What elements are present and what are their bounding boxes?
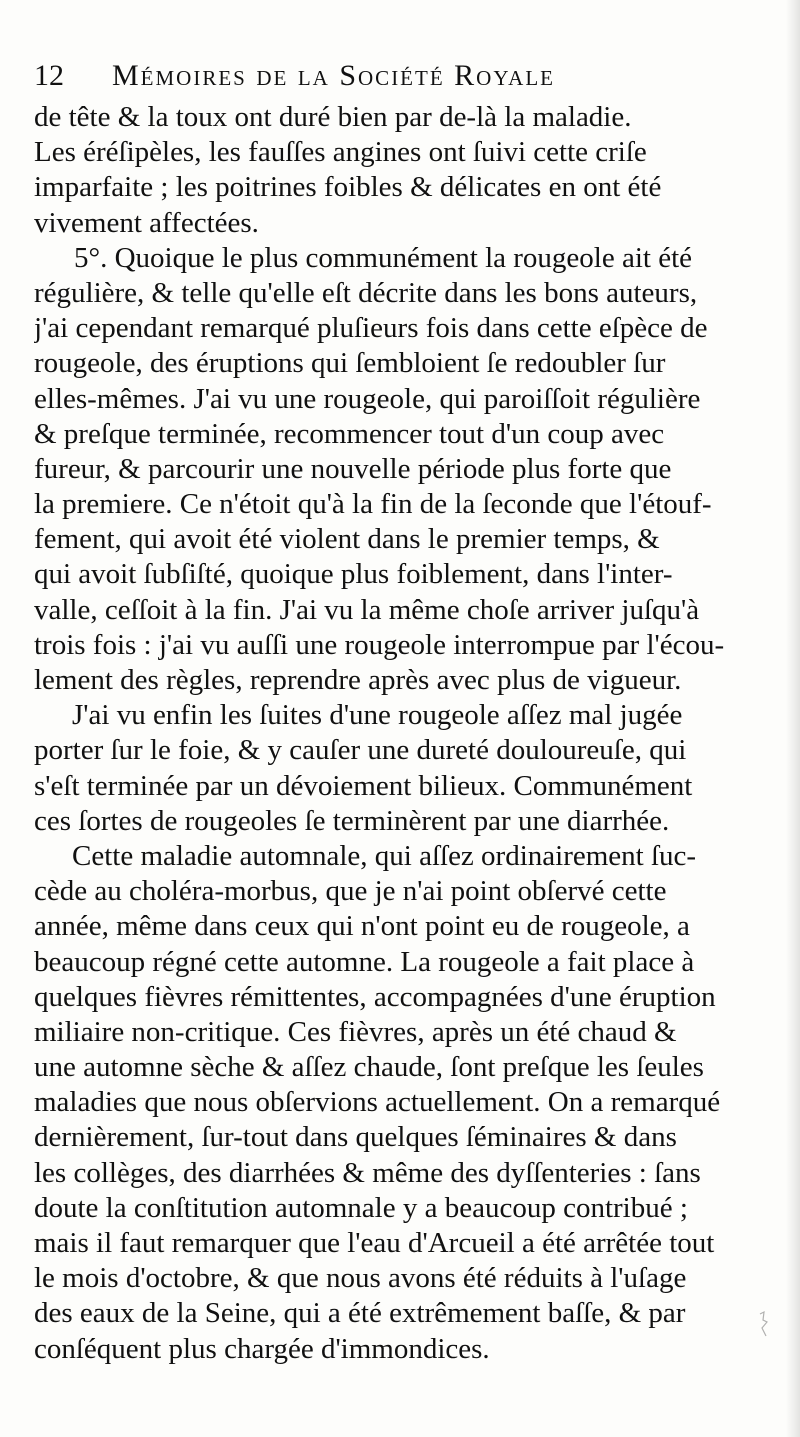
- text-line: miliaire non-critique. Ces fièvres, après un été chaud &: [34, 1015, 677, 1048]
- text-line: porter ſur le foie, & y cauſer une dureté douloureuſe, qui: [34, 734, 687, 767]
- text-line: des eaux de la Seine, qui a été extrêmement baſſe, & par: [34, 1297, 686, 1330]
- text-line: j'ai cependant remarqué pluſieurs fois dans cette eſpèce de: [34, 312, 708, 345]
- text-line: trois fois : j'ai vu auſſi une rougeole interrompue par l'écou-: [34, 628, 725, 661]
- text-line: lement des règles, reprendre après avec plus de vigueur.: [34, 664, 682, 696]
- text-line: fureur, & parcourir une nouvelle période plus forte que: [34, 452, 672, 485]
- text-line: 5°. Quoique le plus communément la rougeole ait été: [74, 241, 693, 274]
- text-line: qui avoit ſubſiſté, quoique plus foiblement, dans l'inter-: [34, 558, 673, 591]
- text-line: le mois d'octobre, & que nous avons été réduits à l'uſage: [34, 1262, 687, 1295]
- text-line: elles-mêmes. J'ai vu une rougeole, qui paroiſſoit régulière: [34, 382, 701, 415]
- text-line: année, même dans ceux qui n'ont point eu de rougeole, a: [34, 910, 690, 943]
- text-line: quelques fièvres rémittentes, accompagnées d'une éruption: [34, 980, 716, 1013]
- text-line: de tête & la toux ont duré bien par de-là la maladie.: [34, 101, 632, 133]
- running-head-title: Mémoires de la Société Royale: [112, 59, 556, 92]
- text-line: s'eſt terminée par un dévoiement bilieux. Communément: [34, 769, 693, 802]
- text-line: rougeole, des éruptions qui ſembloient ſe redoubler ſur: [34, 347, 666, 380]
- text-line: mais il faut remarquer que l'eau d'Arcueil a été arrêtée tout: [34, 1227, 715, 1259]
- text-line: fement, qui avoit été violent dans le premier temps, &: [34, 523, 660, 556]
- text-line: régulière, & telle qu'elle eſt décrite dans les bons auteurs,: [34, 276, 698, 309]
- text-line: maladies que nous obſervions actuellement. On a remarqué: [34, 1086, 721, 1119]
- text-line: une automne sèche & aſſez chaude, ſont preſque les ſeules: [34, 1051, 704, 1084]
- text-line: doute la conſtitution automnale y a beaucoup contribué ;: [34, 1191, 688, 1224]
- text-line: Cette maladie automnale, qui aſſez ordinairement ſuc-: [72, 839, 697, 872]
- text-line: J'ai vu enfin les ſuites d'une rougeole aſſez mal jugée: [72, 699, 683, 732]
- text-line: vivement affectées.: [34, 206, 259, 239]
- text-line: beaucoup régné cette automne. La rougeole a fait place à: [34, 945, 695, 978]
- paper-speck-mark: [758, 1310, 770, 1340]
- text-line: valle, ceſſoit à la fin. J'ai vu la même choſe arriver juſqu'à: [34, 593, 700, 626]
- running-head: [34, 56, 764, 96]
- text-line: Les éréſipèles, les fauſſes angines ont ſuivi cette criſe: [34, 136, 647, 169]
- text-line: les collèges, des diarrhées & même des dyſſenteries : ſans: [34, 1156, 701, 1189]
- page-gutter-shadow: [786, 0, 800, 1437]
- text-line: imparfaite ; les poitrines foibles & délicates en ont été: [34, 171, 662, 204]
- text-line: & preſque terminée, recommencer tout d'un coup avec: [34, 417, 665, 450]
- text-line: conſéquent plus chargée d'immondices.: [34, 1332, 490, 1365]
- text-line: la premiere. Ce n'étoit qu'à la fin de la ſeconde que l'étouf-: [34, 488, 712, 521]
- text-line: dernièrement, ſur-tout dans quelques ſéminaires & dans: [34, 1121, 677, 1154]
- text-line: cède au choléra-morbus, que je n'ai point obſervé cette: [34, 875, 667, 908]
- page-number: 12: [34, 59, 64, 92]
- body-text: [34, 100, 764, 1367]
- text-line: ces ſortes de rougeoles ſe terminèrent par une diarrhée.: [34, 804, 670, 837]
